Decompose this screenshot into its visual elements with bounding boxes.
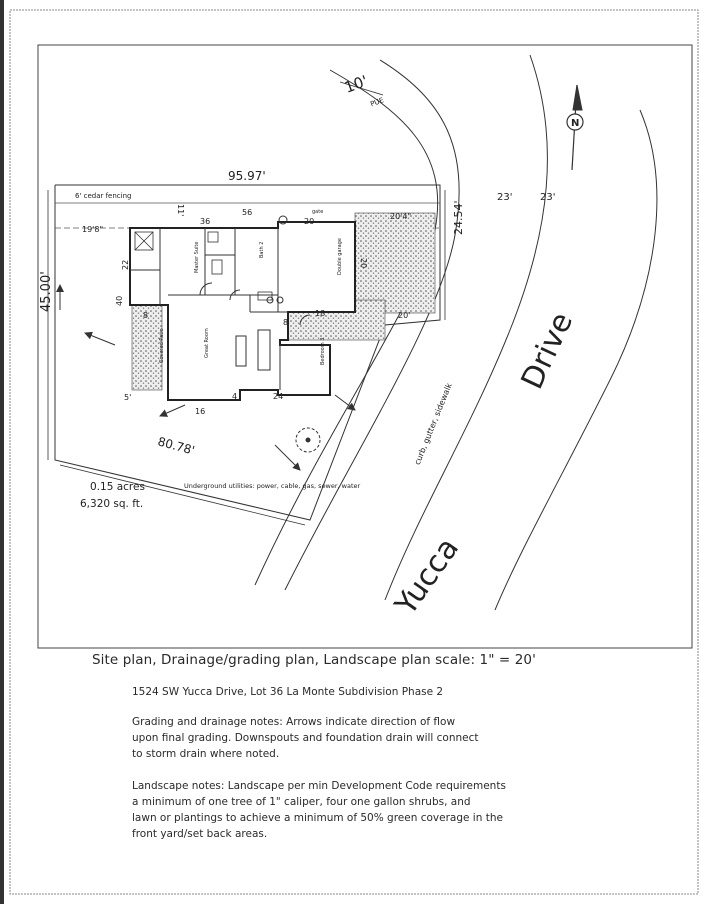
dim-8b: 8 [283,318,289,327]
room-bed3: Bedroom 3 [320,337,326,365]
room-bath2: Bath 2 [259,241,265,258]
dim-24: 24 [273,392,284,401]
street-name-drive: Drive [514,307,581,395]
room-gate: gate [312,209,324,215]
side-dimension-left: 45.00' [39,271,54,312]
plan-title: Site plan, Drainage/grading plan, Landscape plan scale: 1" = 20' [92,652,536,668]
diagonal-dimension: 80.78' [156,434,197,458]
street-width-2: 23' [540,192,556,203]
room-garage: Double garage [337,238,343,275]
dim-18: 18 [315,309,326,318]
street-width-1: 23' [497,192,513,203]
site-address: 1524 SW Yucca Drive, Lot 36 La Monte Subdivision Phase 2 [132,686,444,698]
room-great: Great Room [204,328,210,358]
street-centerline [385,55,547,600]
setback-right: 20'4" [390,212,412,221]
lot-area-sqft: 6,320 sq. ft. [80,498,144,510]
street-name-yucca: Yucca [388,531,467,622]
street-edge-3 [495,110,657,610]
dim-11: 11' [176,204,185,217]
dim-40: 40 [115,295,124,306]
rear-dimension: 95.97' [228,169,266,183]
dim-4: 4 [232,392,238,401]
room-covered: Covered Patio [159,328,165,363]
pue-width: 10' [342,71,371,97]
dim-8a: 8 [143,311,149,320]
grading-notes: Grading and drainage notes: Arrows indicate direction of flow upon final grading. Downspouts and foundation drain will connect to storm drain where noted. [132,716,479,760]
lot-area-acres: 0.15 acres [90,481,145,493]
notes-section [92,652,692,858]
pue-label: PUE [369,96,385,109]
scan-edge [0,0,4,904]
fence-label: 6' cedar fencing [75,192,132,200]
utilities-label: Underground utilities: power, cable, gas, sewer, water [184,482,361,490]
north-label: N [571,118,580,129]
dim-22: 22 [121,259,130,270]
setback-left: 19'8" [82,225,104,234]
setback-bottom: 5' [124,393,132,402]
dim-56: 56 [242,208,253,217]
dim-20b: 20 [359,258,368,269]
side-dimension-right: 24.54' [452,200,465,235]
tree-symbol [296,428,320,452]
room-master: Master Suite [194,241,200,273]
dim-16: 16 [195,407,206,416]
dim-36: 36 [200,217,211,226]
setback-front: 20' [398,311,411,320]
landscape-notes: Landscape notes: Landscape per min Development Code requirements a minimum of one tree of 1" caliper, four one gallon shrubs, and lawn or plantings to achieve a minimum of 50% green coverage in the front yard/set back areas. [132,780,506,840]
dim-20a: 20 [304,217,315,226]
curb-label: curb, gutter, sidewalk [412,381,454,467]
